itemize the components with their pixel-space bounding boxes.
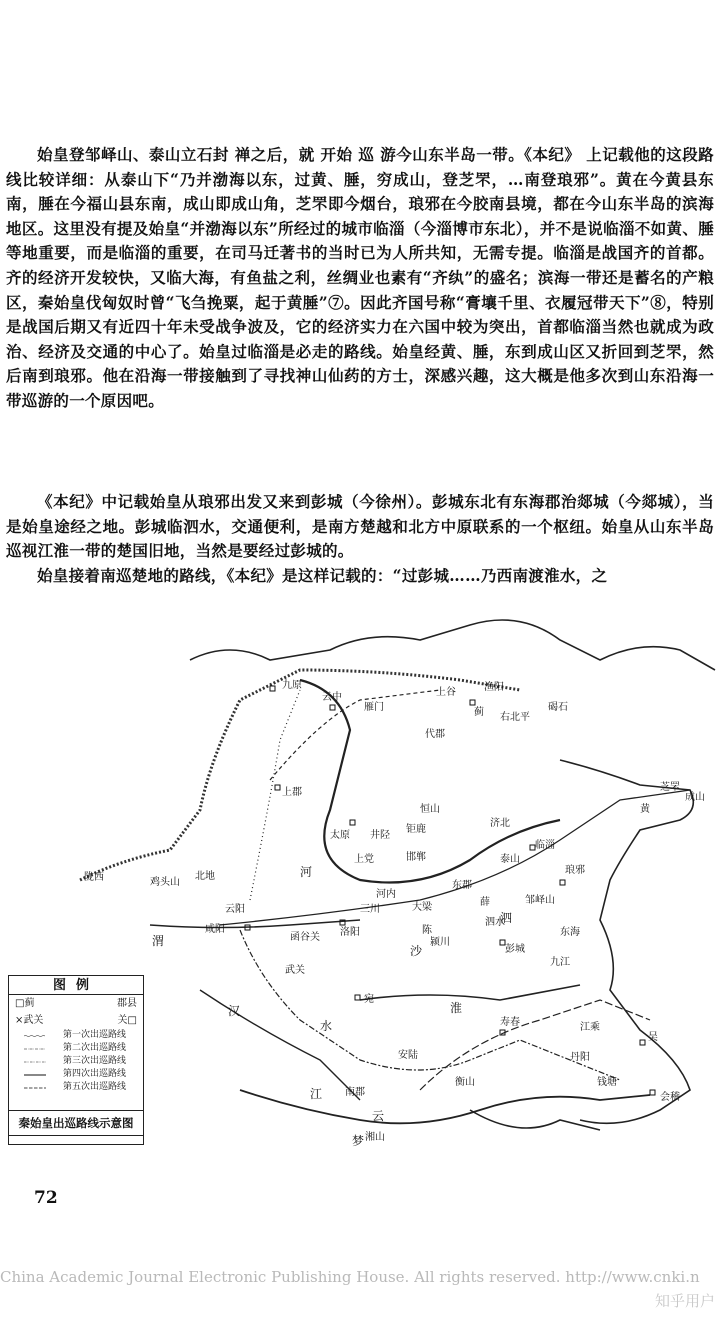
legend-symbols-row-1 <box>9 995 143 1012</box>
label-chen: 陈 <box>422 925 432 936</box>
legend-title: 图例 <box>9 976 143 995</box>
body-paragraph-3: 始皇接着南巡楚地的路线，《本纪》是这样记载的：“过彭城……乃西南渡淮水，之 <box>37 566 608 585</box>
body-paragraph-2: 《本纪》中记载始皇从琅邪出发又来到彭城（今徐州）。彭城东北有东海郡治郯城（今郯城），当是始皇途经之地。彭城临泗水，交通便利，是南方楚越和北方中原联系的一个枢纽。始皇从山东半岛巡视江淮一带的楚国旧地，当然是要经过彭城的。 <box>6 492 714 561</box>
solid-line-icon <box>13 1074 57 1076</box>
label-chengshan: 成山 <box>685 792 705 803</box>
zhihu-watermark: 知乎用户 <box>654 1292 715 1310</box>
label-shangjun: 上郡 <box>282 787 302 798</box>
label-daijun: 代郡 <box>425 729 445 740</box>
han-river <box>200 990 360 1100</box>
label-yunzhong: 云中 <box>322 692 342 703</box>
label-nanjun: 南郡 <box>345 1087 365 1098</box>
label-beidi: 北地 <box>195 871 215 882</box>
legend-gate-symbol: 关□ <box>117 1015 137 1026</box>
label-xiangshan: 湘山 <box>365 1132 385 1143</box>
label-jibei: 济北 <box>490 818 510 829</box>
label-jiujiang: 九江 <box>550 957 570 968</box>
legend-route-4 <box>9 1068 143 1081</box>
huai-river <box>360 985 580 1000</box>
label-huang: 黄 <box>640 804 650 815</box>
yellow-river <box>300 680 560 883</box>
dashed-line-icon <box>13 1087 57 1089</box>
label-jingxing: 井陉 <box>370 830 390 841</box>
legend-county-symbol: 郡县 <box>117 998 137 1009</box>
label-langya: 琅邪 <box>565 865 585 876</box>
wavy-line-icon <box>13 1035 57 1037</box>
label-wu: 吴 <box>648 1032 658 1043</box>
dash-dot-line-icon <box>13 1048 57 1050</box>
label-river-he: 河 <box>300 865 313 879</box>
label-handan: 邯郸 <box>406 852 426 863</box>
label-river-huai: 淮 <box>450 1001 463 1015</box>
label-julu: 钜鹿 <box>406 824 426 835</box>
label-kuaiji: 会稽 <box>660 1092 680 1103</box>
label-youbeiping: 右北平 <box>500 712 530 723</box>
label-xue: 薛 <box>480 897 490 908</box>
label-sanchuan: 三川 <box>360 904 380 915</box>
label-taiyuan: 太原 <box>330 830 350 841</box>
legend-route-1 <box>9 1029 143 1042</box>
label-danyang: 丹阳 <box>570 1052 590 1063</box>
map-caption: 秦始皇出巡路线示意图 <box>8 1110 144 1136</box>
label-yuyang: 渔阳 <box>484 682 504 693</box>
body-paragraph-1: 始皇登邹峄山、泰山立石封 禅之后，就 开始 巡 游今山东半岛一带。《本纪》 上记载他的这段路线比较详细：从泰山下“乃并渤海以东，过黄、腄，穷成山，登芝罘，…南登琅邪”。黄在今黄县东南，腄在今福山县东南，成山即成山角，芝罘即今烟台，琅邪在今胶南县境，都在今山东半岛的滨海地区。这里没有提及始皇“并渤海以东”所经过的城市临淄（今淄博市东北），并不是说临淄不如黄、腄等地重要，而是临淄的重要，在司马迁著书的当时已为人所共知，无需专提。临淄是战国齐的首都。齐的经济开发较快，又临大海，有鱼盐之利，丝绸业也素有“齐纨”的盛名；滨海一带还是蓄名的产粮区，秦始皇伐匈奴时曾“飞刍挽粟，起于黄腄”⑦。因此齐国号称“膏壤千里、衣履冠带天下”⑧，特别是战国后期又有近四十年未受战争波及，它的经济实力在六国中较为突出，首都临淄当然也就成为政治、经济及交通的中心了。始皇过临淄是必走的路线。始皇经黄、腄，东到成山区又折回到芝罘，然后南到琅邪。他在沿海一带接触到了寻找神山仙药的方士，深感兴趣，这大概是他多次到山东沿海一带巡游的一个原因吧。 <box>6 145 714 410</box>
legend-capital-symbol: □蓟 <box>15 998 35 1009</box>
legend-route-4-label: 第四次出巡路线 <box>63 1069 127 1079</box>
label-ji: 蓟 <box>474 707 484 718</box>
label-luoyang: 洛阳 <box>340 927 360 938</box>
label-zhifu: 芝罘 <box>660 782 680 793</box>
label-dongjun: 东郡 <box>452 880 472 891</box>
legend-route-3 <box>9 1055 143 1068</box>
label-river-shui: 水 <box>320 1019 333 1033</box>
label-hengshan: 恒山 <box>420 804 440 815</box>
map-river-labels <box>152 865 512 1148</box>
legend-route-1-label: 第一次出巡路线 <box>63 1030 127 1040</box>
label-qiantang: 钱塘 <box>597 1077 617 1088</box>
city-markers <box>245 686 655 1095</box>
route-line-2 <box>220 790 690 925</box>
label-jiuyuan: 九原 <box>282 680 302 691</box>
label-jiangcheng: 江乘 <box>580 1022 600 1033</box>
label-river-jiang: 江 <box>310 1087 323 1101</box>
legend-route-2-label: 第二次出巡路线 <box>63 1043 127 1053</box>
label-shouchun: 寿春 <box>500 1017 520 1028</box>
label-yanmen: 雁门 <box>364 702 384 713</box>
dash-double-dot-line-icon <box>13 1061 57 1063</box>
label-zouyishan: 邹峄山 <box>525 895 555 906</box>
legend-route-2 <box>9 1042 143 1055</box>
label-taishan: 泰山 <box>500 854 520 865</box>
label-henei: 河内 <box>376 889 396 900</box>
legend-route-3-label: 第三次出巡路线 <box>63 1056 127 1066</box>
label-hanguguan: 函谷关 <box>290 932 320 943</box>
publisher-footer: China Academic Journal Electronic Publishing House. All rights reserved. http://www.cnki.n <box>0 1268 700 1286</box>
label-wuguan: 武关 <box>285 965 305 976</box>
label-river-meng: 梦 <box>352 1134 365 1148</box>
label-xianyang: 咸阳 <box>205 924 225 935</box>
legend-route-5-label: 第五次出巡路线 <box>63 1082 127 1092</box>
yangtze-river <box>240 1090 650 1123</box>
label-river-wei: 渭 <box>152 934 165 948</box>
label-donghai: 东海 <box>560 927 580 938</box>
label-anlu: 安陆 <box>398 1050 418 1061</box>
label-river-yun: 云 <box>372 1109 385 1123</box>
label-yunyang: 云阳 <box>225 904 245 915</box>
label-sishui: 泗水 <box>485 917 505 928</box>
label-wan: 宛 <box>364 994 374 1005</box>
great-wall <box>80 670 520 880</box>
label-shangdang: 上党 <box>354 854 374 865</box>
route-line-1 <box>270 690 440 780</box>
page-number: 72 <box>34 1188 58 1208</box>
label-river-han: 汉 <box>228 1004 241 1018</box>
legend-symbols-row-2 <box>9 1012 143 1029</box>
label-shanggu: 上谷 <box>436 687 456 698</box>
label-longxi: 陇西 <box>84 872 104 883</box>
label-jieshi: 碣石 <box>548 702 568 713</box>
legend-route-5 <box>9 1081 143 1094</box>
label-pengcheng: 彭城 <box>505 944 525 955</box>
route-line-3 <box>240 930 620 1080</box>
label-river-si: 泗 <box>500 911 513 925</box>
label-yingchuan: 颍川 <box>430 937 450 948</box>
label-jitoushan: 鸡头山 <box>150 877 180 888</box>
legend-pass-symbol: ×武关 <box>15 1015 44 1026</box>
label-river-sha: 沙 <box>410 944 423 958</box>
label-daliang: 大梁 <box>412 902 432 913</box>
map-place-labels <box>84 678 705 1143</box>
label-linzi: 临淄 <box>535 840 555 851</box>
label-hengshan-south: 衡山 <box>455 1077 475 1088</box>
